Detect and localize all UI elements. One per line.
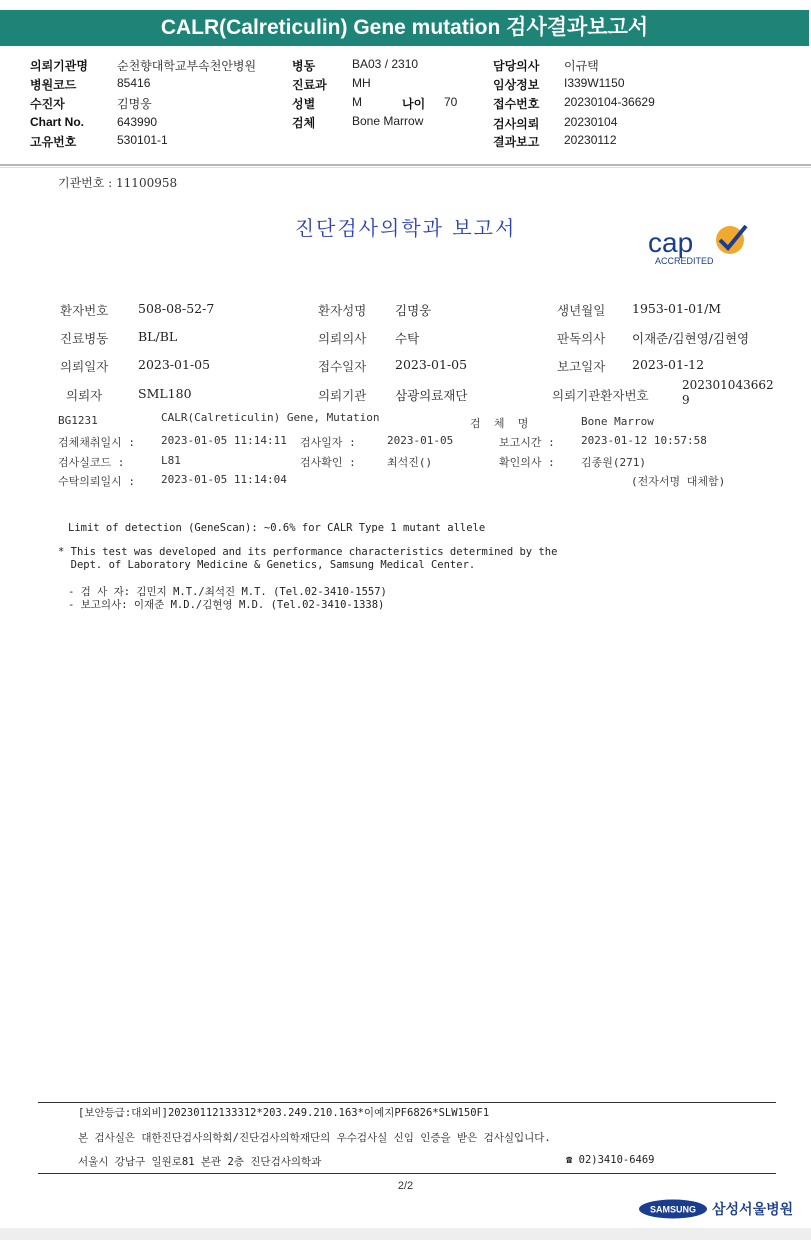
doctor-label: 담당의사 xyxy=(493,59,540,73)
reading-doctor-label: 판독의사 xyxy=(557,331,606,346)
specimen-name: Bone Marrow xyxy=(581,415,654,428)
phone-line: ☎ 02)3410-6469 xyxy=(566,1154,655,1166)
cap-accredited-text: ACCREDITED xyxy=(655,256,714,266)
chart-no-label: Chart No. xyxy=(30,115,84,129)
receipt-date-label: 접수일자 xyxy=(318,359,367,374)
specimen: Bone Marrow xyxy=(352,114,424,128)
footer-top-rule xyxy=(38,1102,776,1103)
test-confirm-label: 검사확인 : xyxy=(300,456,356,469)
hospital-code: 85416 xyxy=(117,76,151,90)
sex-label: 성별 xyxy=(292,97,316,111)
requester: SML180 xyxy=(138,386,192,401)
report-time: 2023-01-12 10:57:58 xyxy=(581,434,707,447)
req-date-label: 의뢰일자 xyxy=(60,359,109,374)
reading-doctor: 이재준/김현영/김현영 xyxy=(632,331,750,346)
note-line-2: Dept. of Laboratory Medicine & Genetics, Samsung Medical Center. xyxy=(58,559,476,571)
esign-note: (전자서명 대체함) xyxy=(631,475,726,488)
test-date-label: 검사일자 : xyxy=(300,436,356,449)
age: 70 xyxy=(444,95,458,109)
test-confirm: 최석진() xyxy=(387,456,433,469)
cap-accredited-logo xyxy=(646,222,751,268)
age-label: 나이 xyxy=(402,97,426,111)
info-separator xyxy=(0,164,811,166)
req-org-patient-line1: 202301043662 xyxy=(682,378,774,392)
patient-no-label: 환자번호 xyxy=(60,303,109,318)
unique-no-label: 고유번호 xyxy=(30,135,77,149)
specimen-label: 검체 xyxy=(292,116,316,130)
ward-label: 병동 xyxy=(292,59,316,73)
doctor: 이규택 xyxy=(564,59,599,73)
clinical: I339W1150 xyxy=(564,76,625,90)
unique-no: 530101-1 xyxy=(117,133,168,147)
certification-line: 본 검사실은 대한진단검사의학회/진단검사의학재단의 우수검사실 신임 인증을 받은 검사실입니다. xyxy=(78,1132,551,1144)
dept: MH xyxy=(352,76,371,90)
receipt: 20230104-36629 xyxy=(564,95,655,109)
receipt-label: 접수번호 xyxy=(493,97,540,111)
dept-label: 진료과 xyxy=(292,78,327,92)
address-line: 서울시 강남구 일원로81 본관 2층 진단검사의학과 xyxy=(78,1156,322,1168)
lab-code: L81 xyxy=(161,454,181,467)
requester-label: 의뢰자 xyxy=(66,388,103,403)
consign-label: 수탁의뢰일시 : xyxy=(58,475,136,488)
confirm-doctor-label: 확인의사 : xyxy=(499,456,555,469)
lab-number: 기관번호 : 11100958 xyxy=(58,176,178,190)
ward: BA03 / 2310 xyxy=(352,57,419,71)
req-org-label: 의뢰기관 xyxy=(318,388,367,403)
req-org-patient-line2: 9 xyxy=(682,393,690,407)
report-date-label: 보고일자 xyxy=(557,359,606,374)
receipt-date: 2023-01-05 xyxy=(395,357,468,372)
footer-bottom-rule xyxy=(38,1173,776,1174)
req-date: 2023-01-05 xyxy=(138,357,211,372)
patient-name: 김명웅 xyxy=(395,303,432,318)
test-name: CALR(Calreticulin) Gene, Mutation xyxy=(161,411,380,424)
report-date: 2023-01-12 xyxy=(632,357,705,372)
requesting-org-label: 의뢰기관명 xyxy=(30,59,88,73)
clinical-label: 임상정보 xyxy=(493,78,540,92)
cap-text: cap xyxy=(648,227,694,258)
collect: 2023-01-05 11:14:11 xyxy=(161,434,287,447)
requesting-org: 순천향대학교부속천안병원 xyxy=(117,59,257,73)
page-number: 2/2 xyxy=(397,1180,414,1192)
security-line: [보안등급:대외비]20230112133312*203.249.210.163*이예지PF6826*SLW150F1 xyxy=(78,1107,490,1119)
hospital-brand-name: 삼성서울병원 xyxy=(712,1201,794,1217)
test-req: 20230104 xyxy=(564,115,618,129)
confirm-doctor: 김종원(271) xyxy=(581,456,646,469)
recipient-label: 수진자 xyxy=(30,97,65,111)
collect-label: 검체채취일시 : xyxy=(58,436,136,449)
req-doctor: 수탁 xyxy=(395,331,420,346)
test-date: 2023-01-05 xyxy=(387,434,454,447)
patient-name-label: 환자성명 xyxy=(318,303,367,318)
sex: M xyxy=(352,95,362,109)
hospital-code-label: 병원코드 xyxy=(30,78,77,92)
report-title: 진단검사의학과 보고서 xyxy=(294,216,517,240)
test-req-label: 검사의뢰 xyxy=(493,117,540,131)
lab-code-label: 검사실코드 : xyxy=(58,456,125,469)
req-doctor-label: 의뢰의사 xyxy=(318,331,367,346)
reporter-line: - 보고의사: 이재준 M.D./김현영 M.D. (Tel.02-3410-1338) xyxy=(68,599,385,611)
result: 20230112 xyxy=(564,133,617,147)
patient-no: 508-08-52-7 xyxy=(138,301,215,316)
samsung-logo-text: SAMSUNG xyxy=(649,1204,697,1215)
tester-line: - 검 사 자: 김민지 M.T./최석진 M.T. (Tel.02-3410-1557) xyxy=(68,586,387,598)
page-bottom-margin xyxy=(0,1228,811,1240)
samsung-logo xyxy=(638,1198,708,1220)
dob: 1953-01-01/M xyxy=(632,301,722,316)
ward-grid-label: 진료병동 xyxy=(60,331,109,346)
limit-of-detection: Limit of detection (GeneScan): ~0.6% for CALR Type 1 mutant allele xyxy=(68,522,486,534)
info-separator-shadow xyxy=(0,167,811,168)
report-time-label: 보고시간 : xyxy=(499,436,555,449)
report-header-title: CALR(Calreticulin) Gene mutation 검사결과보고서 xyxy=(0,10,809,46)
consign: 2023-01-05 11:14:04 xyxy=(161,473,287,486)
req-org-patient-label: 의뢰기관환자번호 xyxy=(552,388,649,403)
ward-grid: BL/BL xyxy=(138,329,178,344)
result-label: 결과보고 xyxy=(493,135,540,149)
recipient: 김명웅 xyxy=(117,97,152,111)
note-line-1: * This test was developed and its performance characteristics determined by the xyxy=(58,546,558,558)
chart-no: 643990 xyxy=(117,115,158,129)
test-code: BG1231 xyxy=(58,414,98,427)
dob-label: 생년월일 xyxy=(557,303,606,318)
req-org: 삼광의료재단 xyxy=(395,388,468,403)
specimen-name-label: 검 체 명 xyxy=(470,417,529,430)
